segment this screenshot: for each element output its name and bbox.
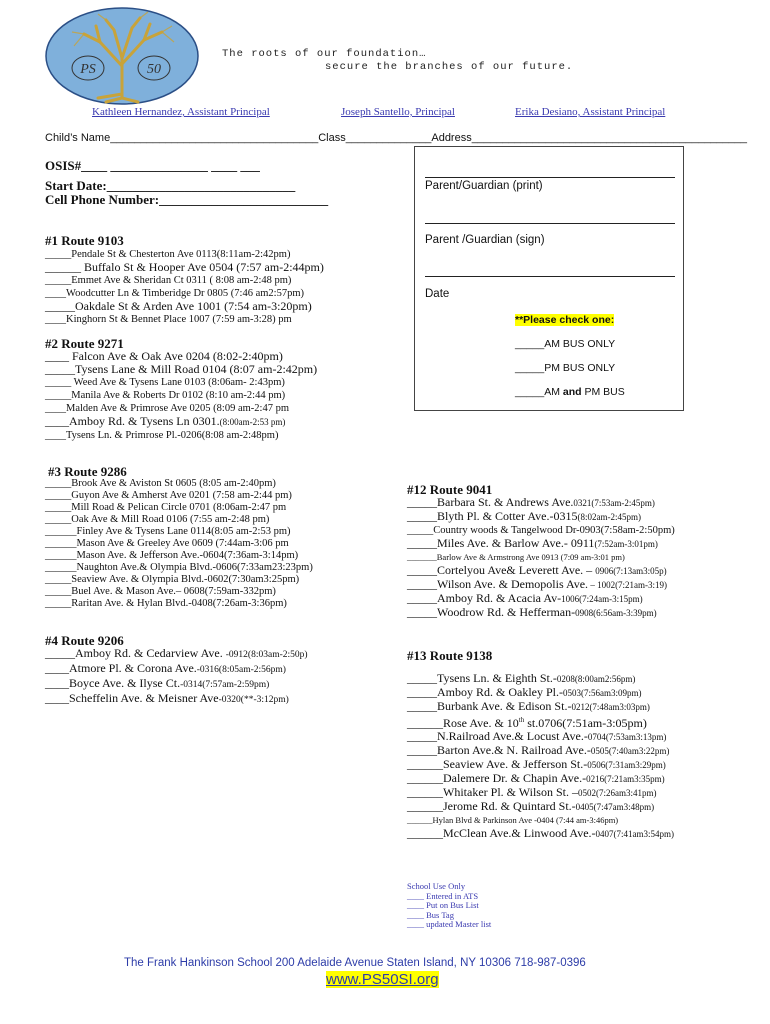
route-12-title: #12 Route 9041	[407, 482, 493, 497]
school-use-only-block	[407, 882, 491, 930]
route-1-stop[interactable]: _____Oakdale St & Arden Ave 1001 (7:54 am-3:20pm)	[45, 299, 312, 313]
route-2-stop[interactable]: _____Tysens Lane & Mill Road 0104 (8:07 am-2:42pm)	[45, 362, 318, 376]
route-2-stops	[45, 350, 317, 442]
date-line[interactable]	[425, 276, 675, 277]
route-12-stop[interactable]: _____Cortelyou Ave& Leverett Ave. – 0906(7:13am3:05p)	[407, 563, 667, 577]
motto-line-1: The roots of our foundation…	[222, 48, 427, 60]
website-link[interactable]: www.PS50SI.org	[326, 971, 439, 988]
route-13-title: #13 Route 9138	[407, 648, 493, 663]
route-2-stop[interactable]: ____Tysens Ln. & Primrose Pl.-0206(8:08 am-2:48pm)	[45, 430, 279, 441]
route-3-title: #3 Route 9286	[48, 464, 127, 479]
route-4-title: #4 Route 9206	[45, 633, 124, 648]
please-check-label: **Please check one:	[515, 314, 615, 326]
route-13-stop[interactable]: ______Jerome Rd. & Quintard St.-0405(7:47am3:48pm)	[407, 799, 655, 813]
route-12-stop[interactable]: _______Barlow Ave & Armstrong Ave 0913 (7:09 am-3:01 pm)	[407, 552, 625, 562]
route-12-stops	[407, 496, 675, 620]
route-3-stop[interactable]: ______Mason Ave. & Jefferson Ave.-0604(7:36am-3:14pm)	[45, 550, 299, 561]
guardian-box	[414, 146, 684, 411]
route-13-stop[interactable]: _____N.Railroad Ave.& Locust Ave.-0704(7:53am3:13pm)	[407, 729, 667, 743]
route-3-stop[interactable]: _____Guyon Ave & Amherst Ave 0201 (7:58 am-2:44 pm)	[45, 490, 292, 501]
route-13-stop[interactable]: _____Burbank Ave. & Edison St.-0212(7:48am3:03pm)	[407, 699, 650, 713]
pm-bus-only-option[interactable]: _____PM BUS ONLY	[515, 362, 616, 374]
staff-assistant-principal-2: Erika Desiano, Assistant Principal	[515, 106, 666, 118]
guardian-sign-line[interactable]	[425, 223, 675, 224]
route-4-stop[interactable]: ____Atmore Pl. & Corona Ave.-0316(8:05am-2:56pm)	[45, 661, 286, 675]
route-13-stop[interactable]: ______Whitaker Pl. & Wilson St. –0502(7:26am3:41pm)	[407, 785, 657, 799]
route-2-stop[interactable]: _____ Weed Ave & Tysens Lane 0103 (8:06am- 2:43pm)	[45, 377, 285, 388]
route-12-stop[interactable]: _____Wilson Ave. & Demopolis Ave. – 1002(7:21am-3:19)	[407, 577, 668, 591]
route-2-title: #2 Route 9271	[45, 336, 124, 351]
date-label: Date	[425, 288, 450, 300]
route-13-stop[interactable]: _____Barton Ave.& N. Railroad Ave.-0505(7:40am3:22pm)	[407, 743, 670, 757]
route-2-stop[interactable]: ____Malden Ave & Primrose Ave 0205 (8:09 am-2:47 pm	[45, 403, 289, 414]
school-logo	[44, 6, 200, 106]
motto-line-2: secure the branches of our future.	[325, 61, 574, 73]
route-4-stops	[45, 647, 308, 707]
staff-principal: Joseph Santello, Principal	[341, 106, 455, 118]
guardian-sign-label: Parent /Guardian (sign)	[425, 234, 545, 246]
route-12-stop[interactable]: _____Woodrow Rd. & Hefferman-0908(6:56am-3:39pm)	[407, 605, 657, 619]
am-bus-only-option[interactable]: _____AM BUS ONLY	[515, 338, 616, 350]
start-date-field[interactable]: Start Date:_____________________________	[45, 178, 296, 193]
route-1-stop[interactable]: ____Woodcutter Ln & Timberidge Dr 0805 (7:46 am2:57pm)	[45, 288, 305, 299]
route-3-stop[interactable]: ______Mason Ave & Greeley Ave 0609 (7:44am-3:06 pm	[45, 538, 289, 549]
school-use-item[interactable]: ____ Put on Bus List	[407, 900, 479, 910]
osis-field[interactable]: OSIS#____ _______________ ____ ___	[45, 158, 260, 173]
route-3-stop[interactable]: _____Oak Ave & Mill Road 0106 (7:55 am-2:48 pm)	[45, 514, 270, 525]
guardian-print-line[interactable]	[425, 177, 675, 178]
route-13-stop[interactable]: _____Tysens Ln. & Eighth St.-0208(8:00am2:56pm)	[407, 671, 636, 685]
guardian-print-label: Parent/Guardian (print)	[425, 180, 543, 192]
route-12-stop[interactable]: _____Amboy Rd. & Acacia Av-1006(7:24am-3:15pm)	[407, 591, 643, 605]
logo-ps-text: PS	[80, 62, 96, 77]
route-3-stop[interactable]: ______Naughton Ave.& Olympia Blvd.-0606(7:33am23:23pm)	[45, 562, 313, 573]
route-13-stop[interactable]: ______Dalemere Dr. & Chapin Ave.-0216(7:21am3:35pm)	[407, 771, 665, 785]
route-13-stop[interactable]: ______Hylan Blvd & Parkinson Ave -0404 (7:44 am-3:46pm)	[407, 815, 619, 825]
route-12-stop[interactable]: _____Country woods & Tangelwood Dr-0903(7:58am-2:50pm)	[407, 525, 675, 536]
route-12-stop[interactable]: _____Barbara St. & Andrews Ave.0321(7:53am-2:45pm)	[407, 495, 655, 509]
am-and-pm-bus-option[interactable]: _____AM and PM BUS	[515, 386, 625, 398]
route-1-stops	[45, 248, 324, 326]
route-2-stop[interactable]: ____Amboy Rd. & Tysens Ln 0301.(8:00am-2:53 pm)	[45, 414, 286, 428]
route-1-stop[interactable]: ______ Buffalo St & Hooper Ave 0504 (7:57 am-2:44pm)	[45, 260, 324, 274]
route-3-stop[interactable]: _____Mill Road & Pelican Circle 0701 (8:06am-2:47 pm	[45, 502, 287, 513]
route-3-stop[interactable]: ______Finley Ave & Tysens Lane 0114(8:05 am-2:53 pm)	[45, 526, 291, 537]
route-12-stop[interactable]: _____Miles Ave. & Barlow Ave.- 0911(7:52am-3:01pm)	[407, 536, 658, 550]
school-use-item[interactable]: ____ Bus Tag	[407, 909, 454, 920]
route-3-stop[interactable]: _____Brook Ave & Aviston St 0605 (8:05 am-2:40pm)	[45, 478, 276, 489]
route-1-stop[interactable]: ____Kinghorn St & Bennet Place 1007 (7:59 am-3:28) pm	[45, 314, 292, 325]
route-2-stop[interactable]: ____ Falcon Ave & Oak Ave 0204 (8:02-2:40pm)	[45, 349, 283, 363]
route-4-stop[interactable]: ____Boyce Ave. & Ilyse Ct.-0314(7:57am-2:59pm)	[45, 676, 270, 690]
route-13-stop[interactable]: ______Rose Ave. & 10th st.0706(7:51am-3:05pm)	[407, 716, 647, 730]
route-1-title: #1 Route 9103	[45, 233, 124, 248]
route-13-stop[interactable]: ______Seaview Ave. & Jefferson St.-0506(7:31am3:29pm)	[407, 757, 666, 771]
footer-address: The Frank Hankinson School 200 Adelaide Avenue Staten Island, NY 10306 718-987-0396	[124, 957, 586, 969]
route-3-stop[interactable]: _____Seaview Ave. & Olympia Blvd.-0602(7:30am3:25pm)	[45, 574, 300, 585]
route-3-stops	[45, 478, 313, 610]
child-name-class-address-line[interactable]: Child’s Name__________________________________Class______________Address_____________________________________________	[45, 132, 748, 144]
route-3-stop[interactable]: _____Raritan Ave. & Hylan Blvd.-0408(7:26am-3:36pm)	[45, 598, 287, 609]
logo-50-text: 50	[147, 62, 161, 77]
staff-assistant-principal-1: Kathleen Hernandez, Assistant Principal	[92, 106, 270, 118]
route-4-stop[interactable]: _____Amboy Rd. & Cedarview Ave. -0912(8:03am-2:50p)	[45, 646, 308, 660]
cell-phone-field[interactable]: Cell Phone Number:__________________________	[45, 192, 329, 207]
route-3-stop[interactable]: _____Buel Ave. & Mason Ave.– 0608(7:59am-332pm)	[45, 586, 276, 597]
route-13-stop[interactable]: _____Amboy Rd. & Oakley Pl.-0503(7:56am3:09pm)	[407, 685, 642, 699]
route-2-stop[interactable]: _____Manila Ave & Roberts Dr 0102 (8:10 am-2:44 pm)	[45, 390, 286, 401]
route-13-stops	[407, 672, 674, 841]
route-12-stop[interactable]: _____Blyth Pl. & Cotter Ave.-0315(8:02am-2:45pm)	[407, 509, 641, 523]
school-use-item[interactable]: ____ updated Master list	[407, 919, 492, 929]
route-1-stop[interactable]: _____Emmet Ave & Sheridan Ct 0311 ( 8:08 am-2:48 pm)	[45, 275, 292, 286]
route-13-stop[interactable]: ______McClean Ave.& Linwood Ave.-0407(7:41am3:54pm)	[407, 826, 675, 840]
route-1-stop[interactable]: _____Pendale St & Chesterton Ave 0113(8:11am-2:42pm)	[45, 249, 291, 260]
school-use-title: School Use Only	[407, 881, 466, 891]
route-4-stop[interactable]: ____Scheffelin Ave. & Meisner Ave-0320(**-3:12pm)	[45, 691, 289, 705]
school-use-item[interactable]: ____ Entered in ATS	[407, 890, 479, 901]
